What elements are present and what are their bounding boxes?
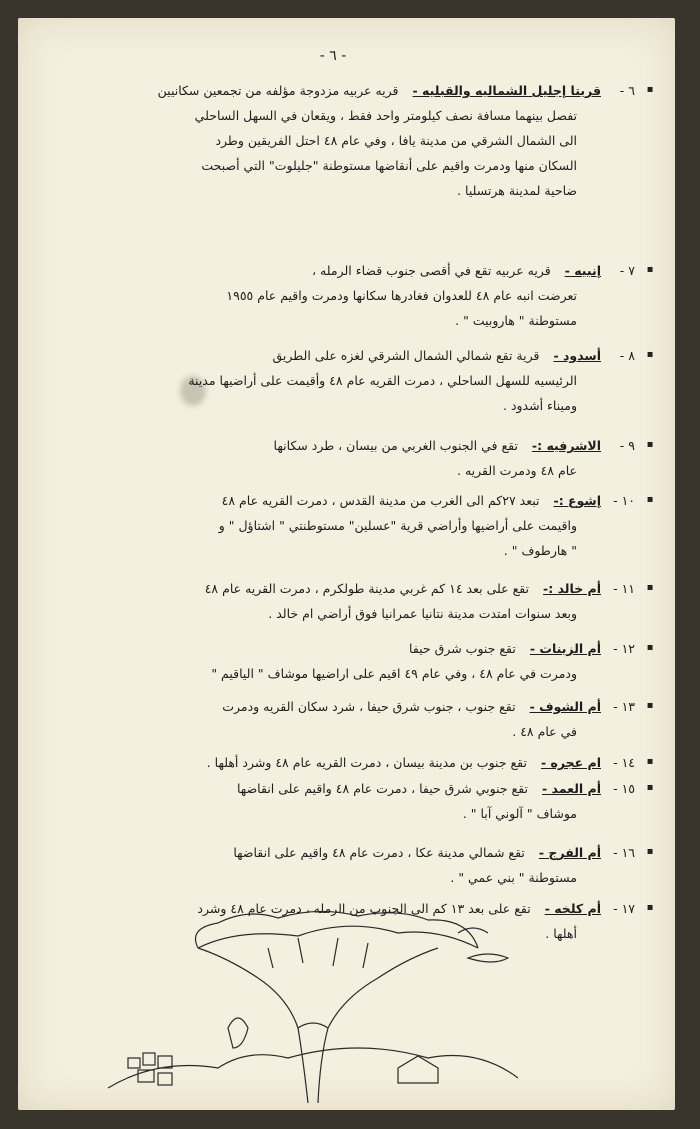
village-name: أم الفرج - [538,845,601,860]
entry-text-line: " هارطوف " . [503,543,577,558]
entry-heading [58,576,635,601]
bullet-icon: ▪ [646,700,654,711]
entry-number: ٩ - [619,438,635,453]
entry-text-line: قرية تقع شمالي الشمال الشرقي لغزه على الطريق [272,348,540,363]
entry-number: ١٧ - [613,901,635,916]
entry-text-line: وبعد سنوات امتدت مدينة نتانيا عمرانيا فوق أراضي ام خالد . [268,606,577,621]
entry-heading [58,343,635,368]
entry-heading [58,776,635,801]
entry-text-line: في عام ٤٨ . [512,724,577,739]
entry-text-line: تقع جنوب ، جنوب شرق حيفا ، شرد سكان القريه ودمرت [222,699,516,714]
entry-heading [58,694,635,719]
entry-item [58,840,654,890]
bullet-icon: ▪ [646,582,654,593]
village-name: إنبيه - [564,263,601,278]
entry-text-line: قريه عربيه مزدوجة مؤلفه من تجمعين سكانيين [157,83,399,98]
village-name: أم الشوف - [529,699,601,714]
village-name: أسدود - [553,348,601,363]
bullet-icon: ▪ [646,494,654,505]
page-number: - ٦ - [319,48,347,64]
entry-item [58,343,654,418]
entry-number: ١١ - [613,581,635,596]
entry-text-line: واقيمت على أراضيها وأراضي قرية "عسلين" مستوطنتي " اشتاؤل " و [218,518,577,533]
entry-item [58,78,654,203]
entry-text-line: الى الشمال الشرقي من مدينة يافا ، وفي عام ٤٨ احتل الفريقين وطرد [215,133,577,148]
entry-text-line: تقع جنوب بن مدينة بيسان ، دمرت القريه عام ٤٨ وشرد أهلها . [206,755,527,770]
entry-number: ١٢ - [613,641,635,656]
entry-text-line: تقع شمالي مدينة عكا ، دمرت عام ٤٨ واقيم على انقاضها [233,845,525,860]
entry-heading [58,258,635,283]
village-name: أم كلخه - [544,901,601,916]
entry-heading [58,840,635,865]
entry-text-line: ضاحية لمدينة هرتسليا . [457,183,577,198]
bullet-icon: ▪ [646,439,654,450]
village-name: ام عجره - [540,755,601,770]
entry-number: ١٣ - [613,699,635,714]
bullet-icon: ▪ [646,756,654,767]
entry-number: ١٠ - [613,493,635,508]
entry-item [58,750,654,775]
entry-text-line: ودمرت في عام ٤٨ ، وفي عام ٤٩ اقيم على اراضيها موشاف " الياقيم " [211,666,577,681]
entry-text-line: تقع جنوب شرق حيفا [409,641,516,656]
bullet-icon: ▪ [646,264,654,275]
document-page [18,18,675,1110]
entry-text-line: قريه عربيه تقع في أقصى جنوب قضاء الرمله ، [312,263,551,278]
entry-heading [58,433,635,458]
entry-text-line: تقع في الجنوب الغربي من بيسان ، طرد سكانها [273,438,518,453]
entry-heading [58,488,635,513]
entry-text-line: مستوطنة " بني عمي " . [450,870,577,885]
bullet-icon: ▪ [646,84,654,95]
entry-text-line: موشاف " آلوني آبا " . [462,806,577,821]
entry-number: ١٤ - [613,755,635,770]
entry-item [58,694,654,744]
entry-item [58,776,654,826]
village-name: إشوع :- [553,493,601,508]
village-name: قريتا إجليل الشماليه والقبليه - [412,83,601,98]
entry-heading [58,78,635,103]
tree-drawing [98,908,518,1108]
village-name: أم الزينات - [529,641,601,656]
entry-text-line: مستوطنة " هاروبيت " . [455,313,577,328]
entry-text-line: عام ٤٨ ودمرت القريه . [457,463,577,478]
entry-text-line: وميناء أشدود . [503,398,577,413]
entry-text-line: تفصل بينهما مسافة نصف كيلومتر واحد فقط ، ويقعان في السهل الساحلي [194,108,577,123]
entry-item [58,258,654,333]
bullet-icon: ▪ [646,642,654,653]
entry-number: ١٥ - [613,781,635,796]
entry-item [58,488,654,563]
entry-text-line: تبعد ٢٧كم الى الغرب من مدينة القدس ، دمرت القريه عام ٤٨ [221,493,540,508]
entry-text-line: السكان منها ودمرت واقيم على أنقاضها مستوطنة "جليلوت" التي أصبحت [201,158,577,173]
bullet-icon: ▪ [646,349,654,360]
village-name: أم خالد :- [543,581,601,596]
entry-item [58,433,654,483]
entry-number: ٨ - [619,348,635,363]
entry-number: ٦ - [619,83,635,98]
bullet-icon: ▪ [646,782,654,793]
entry-text-line: الرئيسيه للسهل الساحلي ، دمرت القريه عام ٤٨ وأقيمت على أراضيها مدينة [188,373,577,388]
entry-text-line: تقع على بعد ١٣ كم الى الجنوب من الرمله ، دمرت عام ٤٨ وشرد [197,901,531,916]
bullet-icon: ▪ [646,846,654,857]
entry-text-line: تعرضت انبه عام ٤٨ للعدوان فغادرها سكانها ودمرت واقيم عام ١٩٥٥ [226,288,577,303]
entry-heading [58,636,635,661]
village-name: أم العمد - [542,781,601,796]
entry-item [58,576,654,626]
entry-text-line: تقع جنوبي شرق حيفا ، دمرت عام ٤٨ واقيم على انقاضها [237,781,529,796]
entry-text-line: أهلها . [545,926,577,941]
entry-item [58,636,654,686]
bullet-icon: ▪ [646,902,654,913]
entry-heading [58,750,635,775]
entry-number: ٧ - [619,263,635,278]
entry-number: ١٦ - [613,845,635,860]
entry-text-line: تقع على بعد ١٤ كم غربي مدينة طولكرم ، دمرت القريه عام ٤٨ [204,581,530,596]
village-name: الاشرفيه :- [531,438,601,453]
